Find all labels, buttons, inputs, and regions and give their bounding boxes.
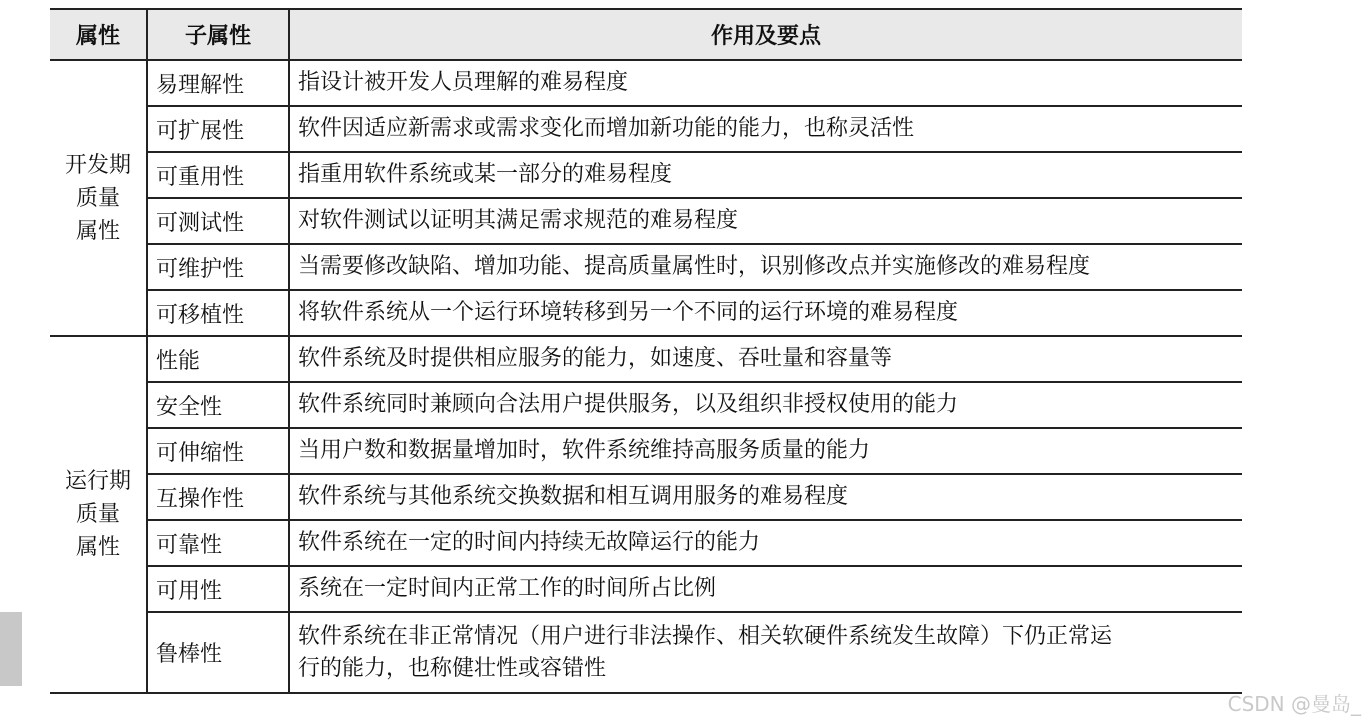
sub-attribute: 鲁棒性 bbox=[147, 612, 289, 693]
category-line: 属性 bbox=[75, 218, 120, 244]
description: 指设计被开发人员理解的难易程度 bbox=[289, 60, 1242, 106]
category-dev-quality bbox=[50, 60, 147, 336]
table-row bbox=[50, 612, 1242, 693]
sub-attribute: 可靠性 bbox=[147, 520, 289, 566]
category-line: 开发期 bbox=[64, 152, 131, 178]
description: 软件系统同时兼顾向合法用户提供服务，以及组织非授权使用的能力 bbox=[289, 382, 1242, 428]
table-row bbox=[50, 60, 1242, 106]
table-row bbox=[50, 336, 1242, 382]
sub-attribute: 安全性 bbox=[147, 382, 289, 428]
description: 将软件系统从一个运行环境转移到另一个不同的运行环境的难易程度 bbox=[289, 290, 1242, 336]
table-row bbox=[50, 566, 1242, 612]
sub-attribute: 可重用性 bbox=[147, 152, 289, 198]
table-row bbox=[50, 474, 1242, 520]
sub-attribute: 互操作性 bbox=[147, 474, 289, 520]
quality-attributes-table bbox=[50, 8, 1242, 694]
description: 软件因适应新需求或需求变化而增加新功能的能力，也称灵活性 bbox=[289, 106, 1242, 152]
header-row bbox=[50, 9, 1242, 60]
sub-attribute: 可移植性 bbox=[147, 290, 289, 336]
table-row bbox=[50, 382, 1242, 428]
sub-attribute: 易理解性 bbox=[147, 60, 289, 106]
header-attribute: 属性 bbox=[50, 9, 147, 60]
table-row bbox=[50, 428, 1242, 474]
category-line: 属性 bbox=[75, 535, 120, 560]
description: 软件系统与其他系统交换数据和相互调用服务的难易程度 bbox=[289, 474, 1242, 520]
category-line: 质量 bbox=[75, 502, 120, 527]
sub-attribute: 可测试性 bbox=[147, 198, 289, 244]
description: 系统在一定时间内正常工作的时间所占比例 bbox=[289, 566, 1242, 612]
category-line: 质量 bbox=[75, 185, 120, 211]
description: 指重用软件系统或某一部分的难易程度 bbox=[289, 152, 1242, 198]
description: 当用户数和数据量增加时，软件系统维持高服务质量的能力 bbox=[289, 428, 1242, 474]
category-line: 运行期 bbox=[64, 469, 131, 494]
sub-attribute: 可扩展性 bbox=[147, 106, 289, 152]
description: 软件系统在一定的时间内持续无故障运行的能力 bbox=[289, 520, 1242, 566]
sub-attribute: 可伸缩性 bbox=[147, 428, 289, 474]
description bbox=[289, 612, 1242, 693]
quality-attributes-table-wrap bbox=[50, 8, 1242, 694]
header-purpose: 作用及要点 bbox=[289, 9, 1242, 60]
description: 软件系统及时提供相应服务的能力，如速度、吞吐量和容量等 bbox=[289, 336, 1242, 382]
table-row bbox=[50, 290, 1242, 336]
category-runtime-quality bbox=[50, 336, 147, 693]
description-line: 行的能力，也称健壮性或容错性 bbox=[298, 655, 607, 681]
table-row bbox=[50, 152, 1242, 198]
sub-attribute: 可用性 bbox=[147, 566, 289, 612]
header-sub-attribute: 子属性 bbox=[147, 9, 289, 60]
description-line: 软件系统在非正常情况（用户进行非法操作、相关软硬件系统发生故障）下仍正常运 bbox=[298, 623, 1113, 649]
sub-attribute: 可维护性 bbox=[147, 244, 289, 290]
table-row bbox=[50, 106, 1242, 152]
sub-attribute: 性能 bbox=[147, 336, 289, 382]
description: 对软件测试以证明其满足需求规范的难易程度 bbox=[289, 198, 1242, 244]
table-row bbox=[50, 244, 1242, 290]
table-row bbox=[50, 520, 1242, 566]
description: 当需要修改缺陷、增加功能、提高质量属性时，识别修改点并实施修改的难易程度 bbox=[289, 244, 1242, 290]
csdn-credit: CSDN @曼岛_ bbox=[1227, 692, 1361, 716]
table-row bbox=[50, 198, 1242, 244]
left-gray-bar bbox=[0, 612, 22, 686]
